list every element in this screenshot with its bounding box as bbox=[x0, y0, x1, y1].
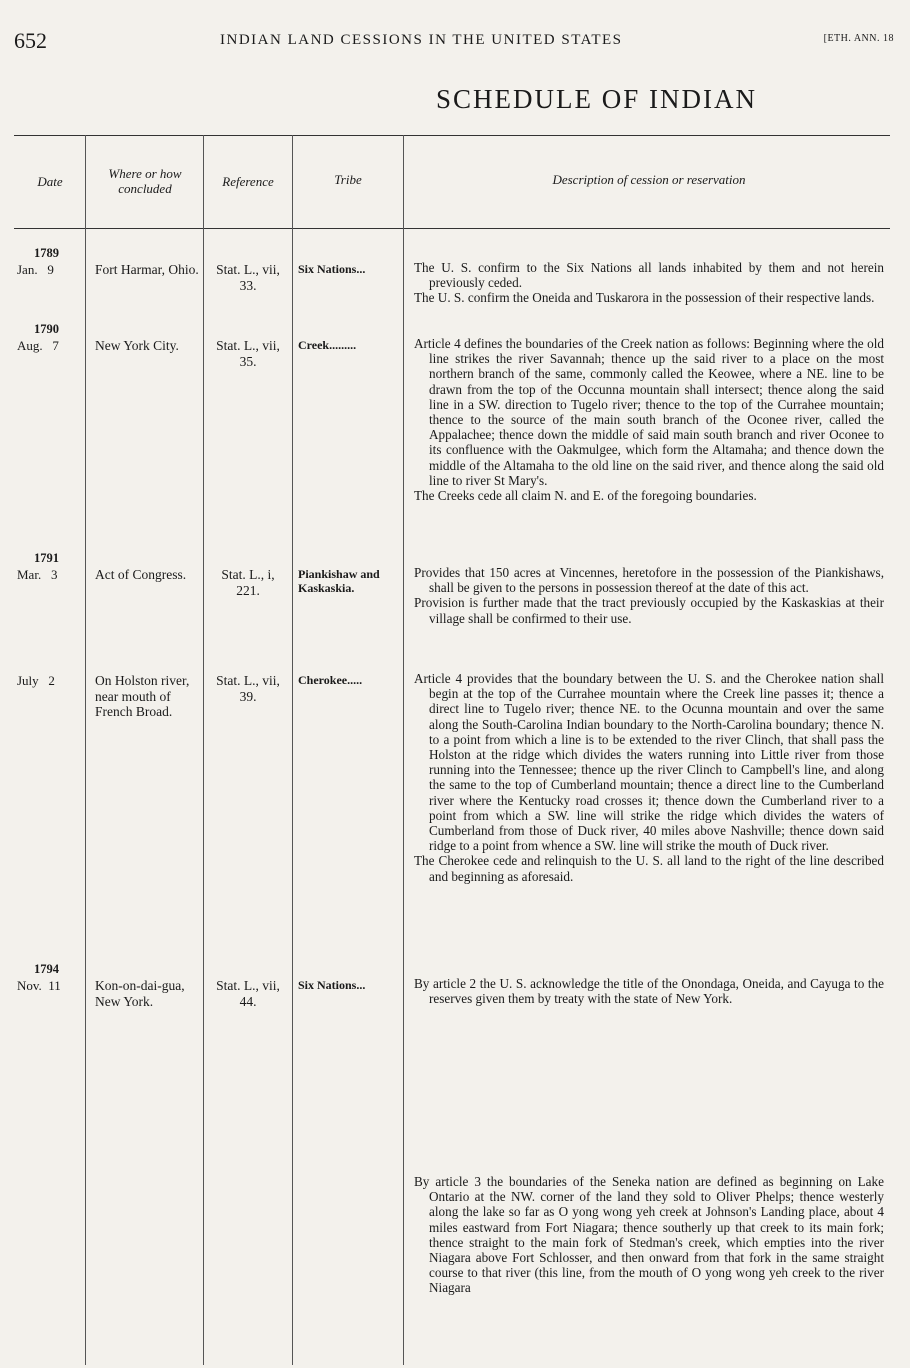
description-cell bbox=[414, 565, 884, 626]
column-divider bbox=[292, 135, 293, 1365]
date-day: Aug. 7 bbox=[17, 338, 59, 353]
column-header-tribe: Tribe bbox=[334, 172, 362, 187]
reference-cell: Stat. L., i, 221. bbox=[221, 567, 275, 598]
date-day: Mar. 3 bbox=[17, 567, 58, 582]
description-cell bbox=[414, 336, 884, 503]
description-cell bbox=[414, 976, 884, 1006]
date-year: 1789 bbox=[34, 246, 59, 260]
reference-cell: Stat. L., vii, 33. bbox=[216, 262, 280, 293]
where-concluded: On Holston river, near mouth of French Broad. bbox=[95, 673, 190, 719]
where-concluded: Act of Congress. bbox=[95, 567, 187, 582]
description-cell bbox=[414, 671, 884, 884]
page-header bbox=[14, 28, 894, 52]
column-divider bbox=[85, 135, 86, 1365]
tribe-cell: Six Nations... bbox=[298, 978, 366, 992]
reference-cell: Stat. L., vii, 35. bbox=[216, 338, 280, 369]
corner-reference: [ETH. ANN. 18 bbox=[823, 33, 894, 44]
column-header-reference: Reference bbox=[222, 174, 274, 189]
column-divider bbox=[203, 135, 204, 1365]
tribe-cell: Cherokee..... bbox=[298, 673, 363, 687]
date-year: 1794 bbox=[34, 962, 59, 976]
description-paragraph: Article 4 defines the boundaries of the Creek nation as follows: Beginning where the old line strikes the river Savannah; thence up the said river to a place on the most northern branch of the same, commonly called the Keowee, where a NE. line to be drawn from the top of the Occunna mountain shall intersect; thence along the said line in a SW. direction to Tugelo river; thence to the top of the Currahee mountain; thence to the source of the main south branch of the Oconee river, called the Appalachee; thence down the middle of said main south branch and river Oconee to its confluence with the Oakmulgee, which form the Altamaha; and thence down the middle of the Altamaha to the old line on the said river, and thence along the said old line to river St Mary's. bbox=[414, 336, 884, 488]
page-number: 652 bbox=[14, 28, 47, 53]
description-paragraph: Provision is further made that the tract previously occupied by the Kaskaskias at their village shall be confirmed to their use. bbox=[414, 595, 884, 626]
table-top-rule bbox=[14, 135, 890, 136]
date-day: Nov. 11 bbox=[17, 978, 61, 993]
column-header-description: Description of cession or reservation bbox=[552, 172, 746, 187]
description-paragraph: Provides that 150 acres at Vincennes, heretofore in the possession of the Piankishaws, shall be given to the persons in possession thereof at the date of this act. bbox=[414, 565, 884, 596]
description-paragraph: The Creeks cede all claim N. and E. of the foregoing boundaries. bbox=[414, 488, 757, 504]
tribe-cell: Creek......... bbox=[298, 338, 357, 352]
column-header-where: Where or how concluded bbox=[108, 166, 182, 196]
description-paragraph: The Cherokee cede and relinquish to the U. S. all land to the right of the line described and beginning as aforesaid. bbox=[414, 853, 884, 884]
date-year: 1791 bbox=[34, 551, 59, 565]
tribe-cell: Piankishaw and Kaskaskia. bbox=[298, 567, 380, 595]
reference-cell: Stat. L., vii, 44. bbox=[216, 978, 280, 1009]
description-cell bbox=[414, 1174, 884, 1296]
description-paragraph: Article 4 provides that the boundary between the U. S. and the Cherokee nation shall begin at the top of the Currahee mountain where the Creek line passes it; thence a direct line to Tugelo river; thence NE. to the Ocunna mountain and over the same along the South-Carolina Indian boundary to the North-Carolina boundary; thence N. to a point from which a line is to be extended to the river Clinch, that shall pass the Holston at the ridge which divides the waters running into Little river from those running into the Tennessee; thence up the river Clinch to Campbell's line, and along the same to the top of Cumberland mountain; thence a direct line to the Cumberland river where the Kentucky road crosses it; thence down the Cumberland river to a point from which a SW. line will strike the ridge which divides the waters of Cumberland from those of Duck river, 40 miles above Nashville; thence down said ridge to a point from whence a SW. line will strike the mouth of Duck river. bbox=[414, 671, 884, 854]
running-title: INDIAN LAND CESSIONS IN THE UNITED STATES bbox=[220, 32, 623, 48]
date-year: 1790 bbox=[34, 322, 59, 336]
header-bottom-rule bbox=[14, 228, 890, 229]
where-concluded: New York City. bbox=[95, 338, 179, 353]
column-header-date: Date bbox=[37, 174, 63, 189]
description-cell bbox=[414, 260, 884, 306]
schedule-title: SCHEDULE OF INDIAN bbox=[436, 84, 757, 114]
description-paragraph: By article 2 the U. S. acknowledge the title of the Onondaga, Oneida, and Cayuga to the reserves given them by treaty with the state of New York. bbox=[414, 976, 884, 1007]
description-paragraph: The U. S. confirm the Oneida and Tuskarora in the possession of their respective lands. bbox=[414, 290, 875, 306]
where-concluded: Kon-on-dai-gua, New York. bbox=[95, 978, 185, 1009]
date-day: July 2 bbox=[17, 673, 55, 688]
date-day: Jan. 9 bbox=[17, 262, 54, 277]
column-divider bbox=[403, 135, 404, 1365]
description-paragraph: By article 3 the boundaries of the Seneka nation are defined as beginning on Lake Ontario at the NW. corner of the land they sold to Oliver Phelps; thence westerly along the lake so far as O yong wong yeh creek at Johnson's Landing place, about 4 miles eastward from Fort Niagara; thence southerly up that creek to its main fork; thence straight to the main fork of Stedman's creek, which empties into the river Niagara above Fort Schlosser, and then onward from that fork in the same straight course to that river (this line, from the mouth of O yong wong yeh creek to the river Niagara bbox=[414, 1174, 884, 1296]
reference-cell: Stat. L., vii, 39. bbox=[216, 673, 280, 704]
where-concluded: Fort Harmar, Ohio. bbox=[95, 262, 199, 277]
description-paragraph: The U. S. confirm to the Six Nations all lands inhabited by them and not herein previously ceded. bbox=[414, 260, 884, 291]
tribe-cell: Six Nations... bbox=[298, 262, 366, 276]
